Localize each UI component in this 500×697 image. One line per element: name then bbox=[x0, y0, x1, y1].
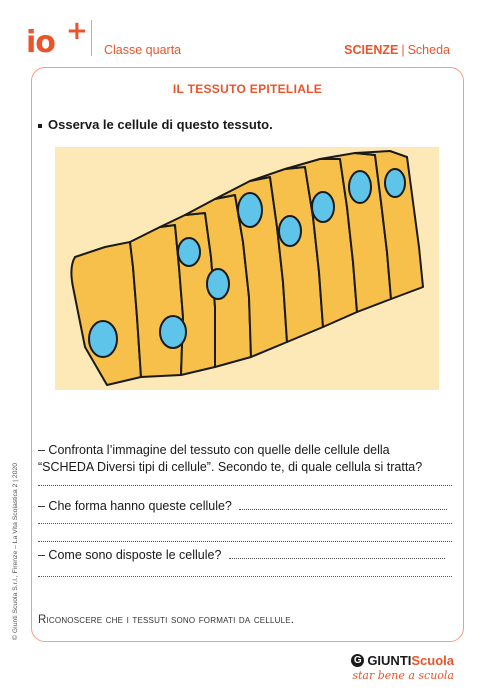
question-1 bbox=[38, 442, 422, 476]
logo-text: io bbox=[26, 25, 55, 60]
class-label: Classe quarta bbox=[104, 43, 182, 57]
answer-line-4-inline[interactable] bbox=[229, 548, 445, 559]
subject-separator: | bbox=[401, 43, 405, 57]
brand-tagline: star bene a scuola bbox=[352, 669, 454, 682]
subject-label bbox=[344, 43, 450, 57]
epithelial-cells-drawing bbox=[55, 147, 439, 390]
bullet-icon bbox=[38, 124, 42, 128]
answer-line-1[interactable] bbox=[38, 484, 452, 486]
subject-name: SCIENZE bbox=[344, 43, 399, 57]
question-2 bbox=[38, 498, 447, 515]
answer-line-4[interactable] bbox=[38, 575, 452, 577]
answer-line-3[interactable] bbox=[38, 540, 452, 542]
io-plus-logo bbox=[26, 16, 88, 64]
question-2-text: – Che forma hanno queste cellule? bbox=[38, 499, 232, 513]
sheet-type: Scheda bbox=[407, 43, 450, 57]
brand-name-part2: Scuola bbox=[411, 653, 454, 668]
question-3 bbox=[38, 547, 445, 564]
answer-line-2-inline[interactable] bbox=[239, 499, 447, 510]
question-1-line1: – Confronta l’immagine del tessuto con quelle delle cellule della bbox=[38, 443, 390, 457]
question-3-text: – Come sono disposte le cellule? bbox=[38, 548, 222, 562]
giunti-scuola-brand bbox=[351, 653, 454, 682]
plus-icon: + bbox=[66, 16, 88, 46]
learning-goal: Riconoscere che i tessuti sono formati da cellule. bbox=[38, 614, 295, 626]
instruction-text: Osserva le cellule di questo tessuto. bbox=[48, 117, 273, 132]
copyright-credit: © Giunti Scuola S.r.l., Firenze – La Vita Scolastica 2 | 2020 bbox=[12, 462, 19, 640]
worksheet-title: IL TESSUTO EPITELIALE bbox=[172, 82, 323, 96]
giunti-logo-icon: G bbox=[351, 654, 364, 667]
answer-line-2[interactable] bbox=[38, 522, 452, 524]
question-1-line2: “SCHEDA Diversi tipi di cellule”. Secondo te, di quale cellula si tratta? bbox=[38, 460, 423, 474]
header-divider bbox=[91, 20, 92, 56]
instruction bbox=[38, 117, 273, 132]
brand-name bbox=[351, 653, 454, 668]
epithelial-tissue-illustration bbox=[55, 147, 439, 390]
brand-name-part1: GIUNTI bbox=[367, 653, 412, 668]
